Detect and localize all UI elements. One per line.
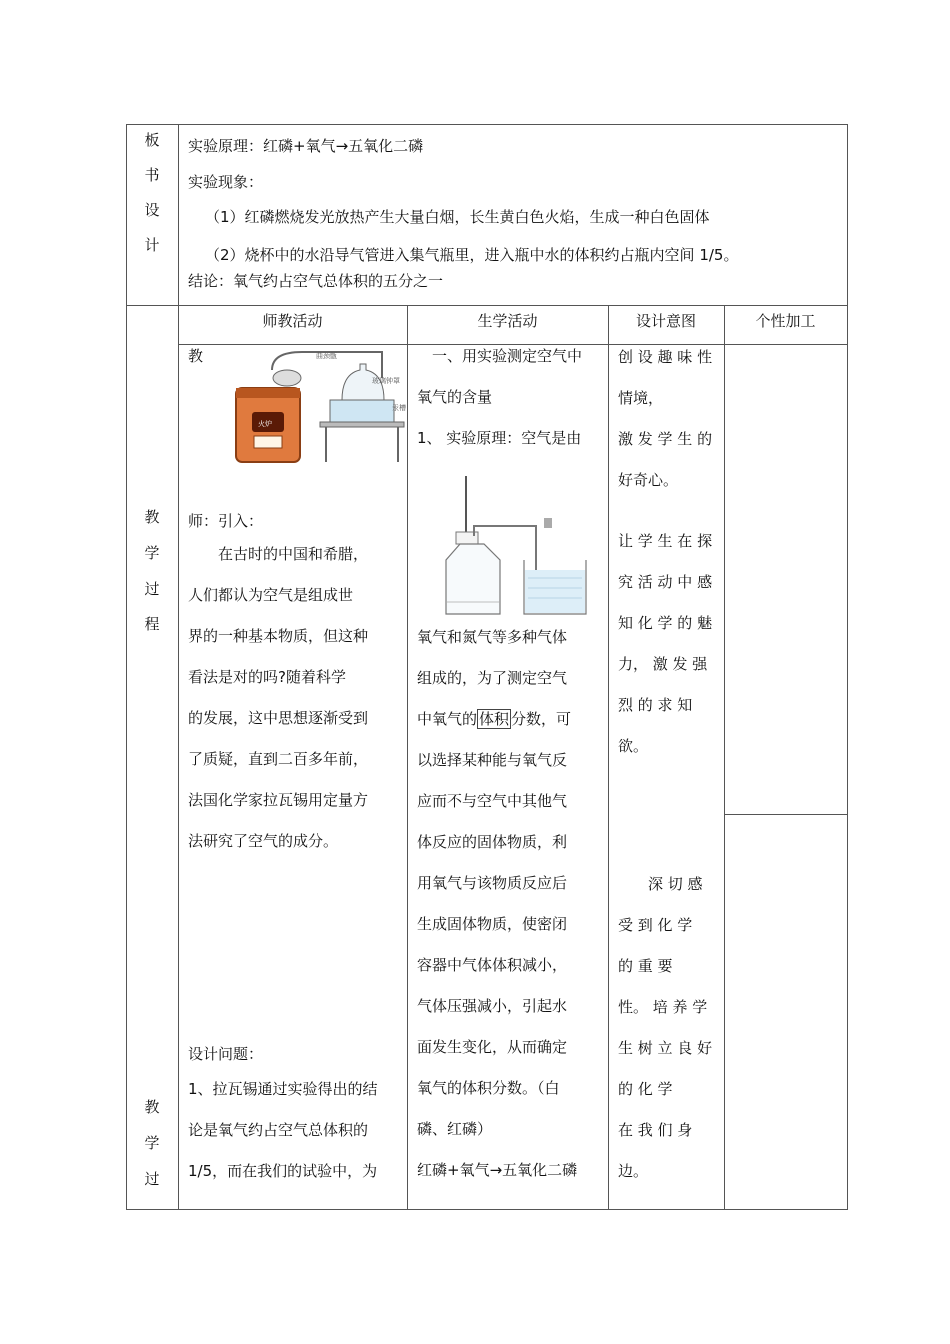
furnace-figure-label: 汞槽 (392, 404, 406, 412)
text-line: 看法是对的吗?随着科学 (188, 668, 346, 686)
furnace-figure-label: 火炉 (258, 420, 272, 428)
text-line: 的 重 要 (618, 957, 673, 975)
text-line: 创 设 趣 味 性 (618, 348, 713, 366)
furnace-figure-label: 玻璃钟罩 (372, 377, 400, 385)
text-line: 氧气的含量 (417, 388, 493, 406)
text-line: 边。 (618, 1162, 649, 1180)
text-segment: 中氧气的 (417, 710, 478, 728)
text-line: 以选择某种能与氧气反 (417, 751, 568, 769)
label-column-divider (178, 124, 179, 1210)
text-line: 氧气和氮气等多种气体 (417, 628, 568, 646)
text-line: 组成的，为了测定空气 (417, 669, 568, 687)
personal-cell-divider (724, 814, 848, 815)
text-line: 应而不与空气中其他气 (417, 792, 568, 810)
text-line: 生 树 立 良 好 (618, 1039, 713, 1057)
table-row-divider (126, 305, 848, 306)
intent-personal-divider (724, 305, 725, 1210)
process-label-char: 过 (144, 580, 160, 598)
intent-paragraph-2 (618, 521, 712, 767)
text-line: 1/5，而在我们的试验中，为 (188, 1162, 378, 1180)
furnace-figure-label: 曲颈甑 (316, 352, 337, 360)
board-label-char: 书 (144, 166, 160, 184)
header-student: 生学活动 (477, 312, 538, 330)
header-teacher: 师教活动 (262, 312, 323, 330)
process-label-char: 学 (144, 544, 160, 562)
intent-paragraph-3 (618, 864, 712, 1192)
text-line: 烈 的 求 知 (618, 696, 693, 714)
table-right-border (847, 124, 848, 1210)
text-line: 的 化 学 (618, 1080, 673, 1098)
text-segment: 分数，可 (511, 710, 572, 728)
teacher-intro-paragraph (188, 534, 368, 862)
teacher-intro: 师：引入： (188, 512, 264, 530)
text-line: 法国化学家拉瓦锡用定量方 (188, 791, 369, 809)
text-line: 情境， (618, 389, 664, 407)
text-line: 人们都认为空气是组成世 (188, 586, 354, 604)
lavoisier-apparatus-figure (232, 350, 407, 468)
table-left-border (126, 124, 127, 1210)
red-phosphorus-apparatus-figure (440, 474, 590, 618)
board-phenomenon-1: （1）红磷燃烧发光放热产生大量白烟，长生黄白色火焰，生成一种白色固体 (205, 208, 710, 226)
header-intent: 设计意图 (635, 312, 696, 330)
text-line: 容器中气体体积减小， (417, 956, 568, 974)
intent-paragraph-1 (618, 337, 712, 501)
text-line: 1、拉瓦锡通过实验得出的结 (188, 1080, 378, 1098)
board-phenomenon-title: 实验现象： (188, 173, 264, 191)
student-top-paragraph (417, 336, 582, 459)
text-line: 深 切 感 (618, 875, 703, 893)
board-label-char: 板 (144, 131, 160, 149)
text-line: 力， 激 发 强 (618, 655, 708, 673)
teacher-first-char: 教 (188, 347, 204, 365)
text-line: 一、用实验测定空气中 (417, 347, 583, 365)
process-label-char: 学 (144, 1134, 160, 1152)
text-line: 界的一种基本物质，但这种 (188, 627, 369, 645)
board-label-char: 计 (144, 236, 160, 254)
text-line: 体反应的固体物质，利 (417, 833, 568, 851)
text-line: 磷、红磷） (417, 1120, 493, 1138)
process-label-char: 程 (144, 615, 160, 633)
text-line: 论是氧气约占空气总体积的 (188, 1121, 369, 1139)
board-conclusion: 结论：氧气约占空气总体积的五分之一 (188, 272, 444, 290)
student-main-paragraph (417, 617, 577, 1191)
table-bottom-border (126, 1209, 848, 1210)
text-line: 在 我 们 身 (618, 1121, 693, 1139)
text-line: 让 学 生 在 探 (618, 532, 713, 550)
text-line: 法研究了空气的成分。 (188, 832, 339, 850)
table-top-border (126, 124, 848, 125)
text-line: 究 活 动 中 感 (618, 573, 713, 591)
process-label-char: 过 (144, 1170, 160, 1188)
text-line: 生成固体物质，使密闭 (417, 915, 568, 933)
text-line: 了质疑，直到二百多年前， (188, 750, 369, 768)
text-line: 好奇心。 (618, 471, 679, 489)
text-line (417, 699, 577, 740)
teacher-student-divider (407, 305, 408, 1210)
process-label-char: 教 (144, 508, 160, 526)
text-line: 气体压强减小，引起水 (417, 997, 568, 1015)
text-line: 在古时的中国和希腊， (188, 545, 369, 563)
text-line: 性。 培 养 学 (618, 998, 708, 1016)
text-line: 面发生变化，从而确定 (417, 1038, 568, 1056)
teacher-question-paragraph (188, 1069, 378, 1192)
boxed-word: 体积 (479, 710, 510, 728)
text-line: 的发展，这中思想逐渐受到 (188, 709, 369, 727)
text-line: 知 化 学 的 魅 (618, 614, 713, 632)
board-principle: 实验原理：红磷+氧气→五氧化二磷 (188, 137, 424, 155)
text-line: 红磷+氧气→五氧化二磷 (417, 1161, 578, 1179)
text-line: 受 到 化 学 (618, 916, 693, 934)
teacher-design-title: 设计问题： (188, 1045, 264, 1063)
process-label-char: 教 (144, 1098, 160, 1116)
text-line: 用氧气与该物质反应后 (417, 874, 568, 892)
board-phenomenon-2: （2）烧杯中的水沿导气管进入集气瓶里，进入瓶中水的体积约占瓶内空间 1/5。 (205, 246, 739, 264)
text-line: 激 发 学 生 的 (618, 430, 713, 448)
text-line: 欲。 (618, 737, 649, 755)
student-intent-divider (608, 305, 609, 1210)
text-line: 氧气的体积分数。（白 (417, 1079, 560, 1097)
text-line: 1、 实验原理：空气是由 (417, 429, 582, 447)
board-label-char: 设 (144, 201, 160, 219)
header-personal: 个性加工 (755, 312, 816, 330)
